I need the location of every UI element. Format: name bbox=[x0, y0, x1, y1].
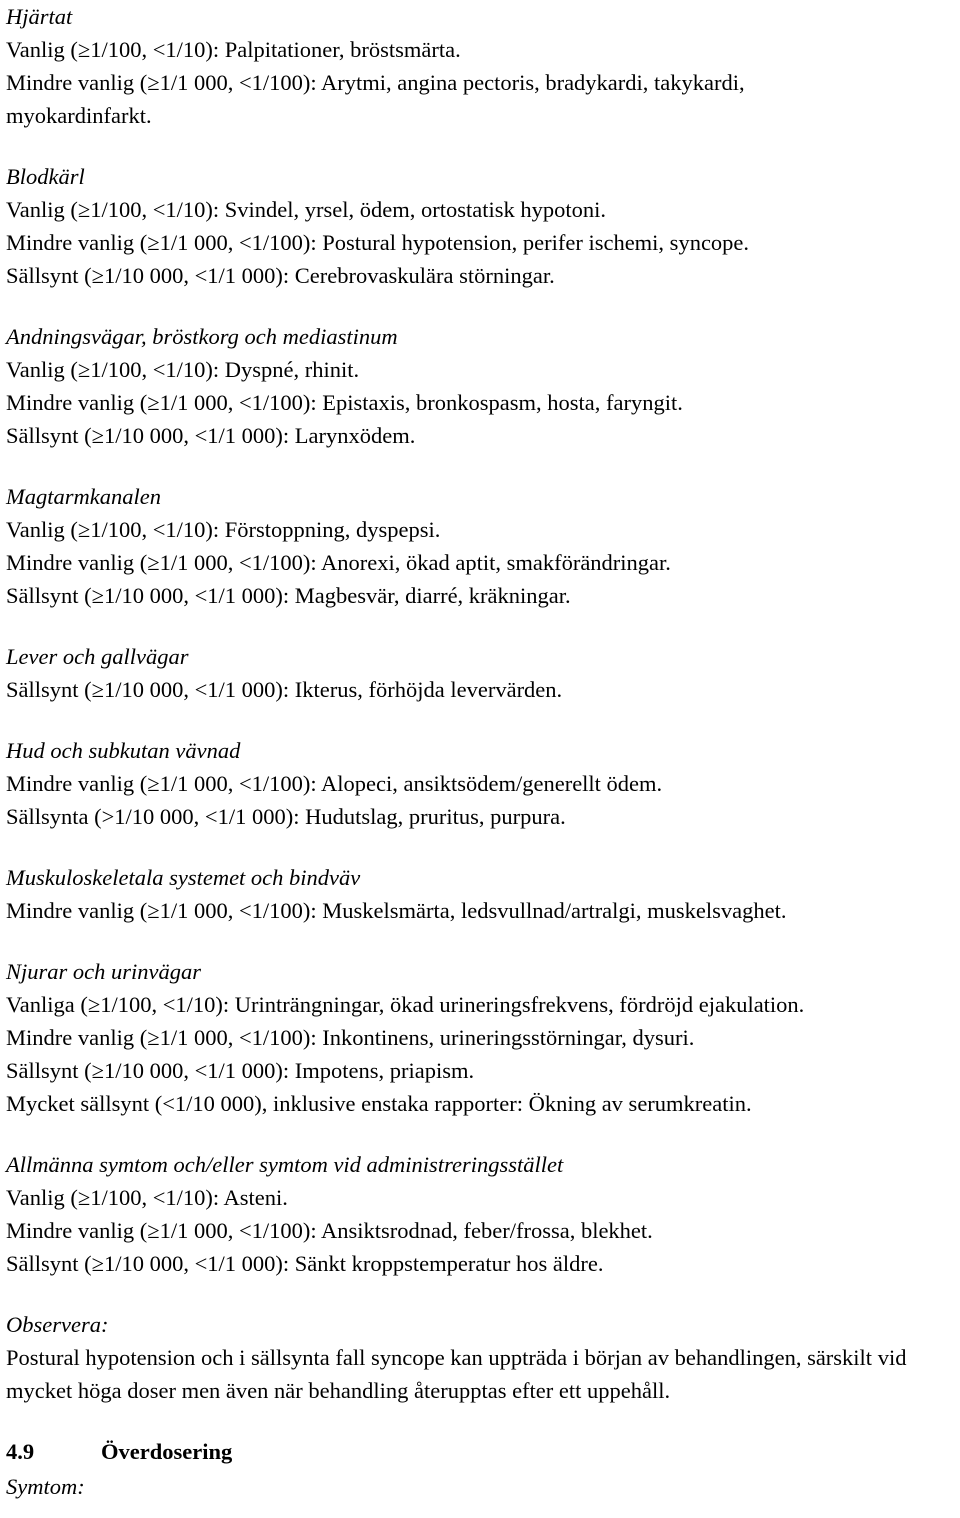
section-line: Mindre vanlig (≥1/1 000, <1/100): Epistaxis, bronkospasm, hosta, faryngit. bbox=[6, 390, 683, 415]
section-lever bbox=[6, 640, 956, 706]
section-hud bbox=[6, 734, 956, 833]
section-line: Sällsynt (≥1/10 000, <1/1 000): Larynxödem. bbox=[6, 423, 416, 448]
section-heading: Andningsvägar, bröstkorg och mediastinum bbox=[6, 324, 398, 349]
section-hjartat bbox=[6, 0, 956, 132]
section-heading: Hjärtat bbox=[6, 4, 73, 29]
section-line: Sällsynt (≥1/10 000, <1/1 000): Sänkt kroppstemperatur hos äldre. bbox=[6, 1251, 604, 1276]
section-line: Vanlig (≥1/100, <1/10): Palpitationer, bröstsmärta. bbox=[6, 37, 461, 62]
section-andningsvagar bbox=[6, 320, 956, 452]
section-observera bbox=[6, 1308, 956, 1407]
section-line: Vanliga (≥1/100, <1/10): Urinträngningar, ökad urineringsfrekvens, fördröjd ejakulation. bbox=[6, 992, 805, 1017]
section-line: Sällsynt (≥1/10 000, <1/1 000): Impotens, priapism. bbox=[6, 1058, 475, 1083]
section-line: Sällsynta (>1/10 000, <1/1 000): Hudutslag, pruritus, purpura. bbox=[6, 804, 566, 829]
section-line: Mindre vanlig (≥1/1 000, <1/100): Arytmi, angina pectoris, bradykardi, takykardi, bbox=[6, 70, 745, 95]
section-heading: Hud och subkutan vävnad bbox=[6, 738, 241, 763]
section-allmanna-symtom bbox=[6, 1148, 956, 1280]
section-line: Vanlig (≥1/100, <1/10): Asteni. bbox=[6, 1185, 288, 1210]
section-line: Mindre vanlig (≥1/1 000, <1/100): Muskelsmärta, ledsvullnad/artralgi, muskelsvaghet. bbox=[6, 898, 787, 923]
section-line: Mindre vanlig (≥1/1 000, <1/100): Inkontinens, urineringsstörningar, dysuri. bbox=[6, 1025, 695, 1050]
section-heading: Muskuloskeletala systemet och bindväv bbox=[6, 865, 361, 890]
section-njurar bbox=[6, 955, 956, 1120]
section-magtarmkanalen bbox=[6, 480, 956, 612]
section-heading: Allmänna symtom och/eller symtom vid administreringsstället bbox=[6, 1152, 564, 1177]
section-line: Sällsynt (≥1/10 000, <1/1 000): Cerebrovaskulära störningar. bbox=[6, 263, 555, 288]
document-page bbox=[6, 0, 956, 1503]
section-line: Vanlig (≥1/100, <1/10): Dyspné, rhinit. bbox=[6, 357, 360, 382]
section-number: 4.9 bbox=[6, 1439, 35, 1464]
section-muskuloskeletala bbox=[6, 861, 956, 927]
section-line: Mindre vanlig (≥1/1 000, <1/100): Alopeci, ansiktsödem/generellt ödem. bbox=[6, 771, 663, 796]
section-title: Överdosering bbox=[101, 1439, 233, 1464]
section-line: Vanlig (≥1/100, <1/10): Förstoppning, dyspepsi. bbox=[6, 517, 441, 542]
section-line: myokardinfarkt. bbox=[6, 103, 152, 128]
section-line: Mindre vanlig (≥1/1 000, <1/100): Anorexi, ökad aptit, smakförändringar. bbox=[6, 550, 671, 575]
section-overdosering bbox=[6, 1435, 956, 1503]
section-heading: Blodkärl bbox=[6, 164, 85, 189]
section-line: Sällsynt (≥1/10 000, <1/1 000): Ikterus, förhöjda levervärden. bbox=[6, 677, 563, 702]
symtom-subheading: Symtom: bbox=[6, 1474, 85, 1499]
section-line: Mindre vanlig (≥1/1 000, <1/100): Ansiktsrodnad, feber/frossa, blekhet. bbox=[6, 1218, 653, 1243]
observera-heading: Observera: bbox=[6, 1312, 109, 1337]
section-heading: Njurar och urinvägar bbox=[6, 959, 202, 984]
section-line: Mindre vanlig (≥1/1 000, <1/100): Postural hypotension, perifer ischemi, syncope. bbox=[6, 230, 750, 255]
section-line: Sällsynt (≥1/10 000, <1/1 000): Magbesvär, diarré, kräkningar. bbox=[6, 583, 571, 608]
overdose-heading bbox=[6, 1435, 956, 1468]
section-heading: Lever och gallvägar bbox=[6, 644, 189, 669]
section-line: Vanlig (≥1/100, <1/10): Svindel, yrsel, ödem, ortostatisk hypotoni. bbox=[6, 197, 606, 222]
section-line: Mycket sällsynt (<1/10 000), inklusive enstaka rapporter: Ökning av serumkreatin. bbox=[6, 1091, 752, 1116]
section-blodkarl bbox=[6, 160, 956, 292]
observera-text: Postural hypotension och i sällsynta fall syncope kan uppträda i början av behandlingen, särskilt vid mycket höga doser men även när behandling återupptas efter ett uppehåll. bbox=[6, 1345, 907, 1403]
section-heading: Magtarmkanalen bbox=[6, 484, 161, 509]
